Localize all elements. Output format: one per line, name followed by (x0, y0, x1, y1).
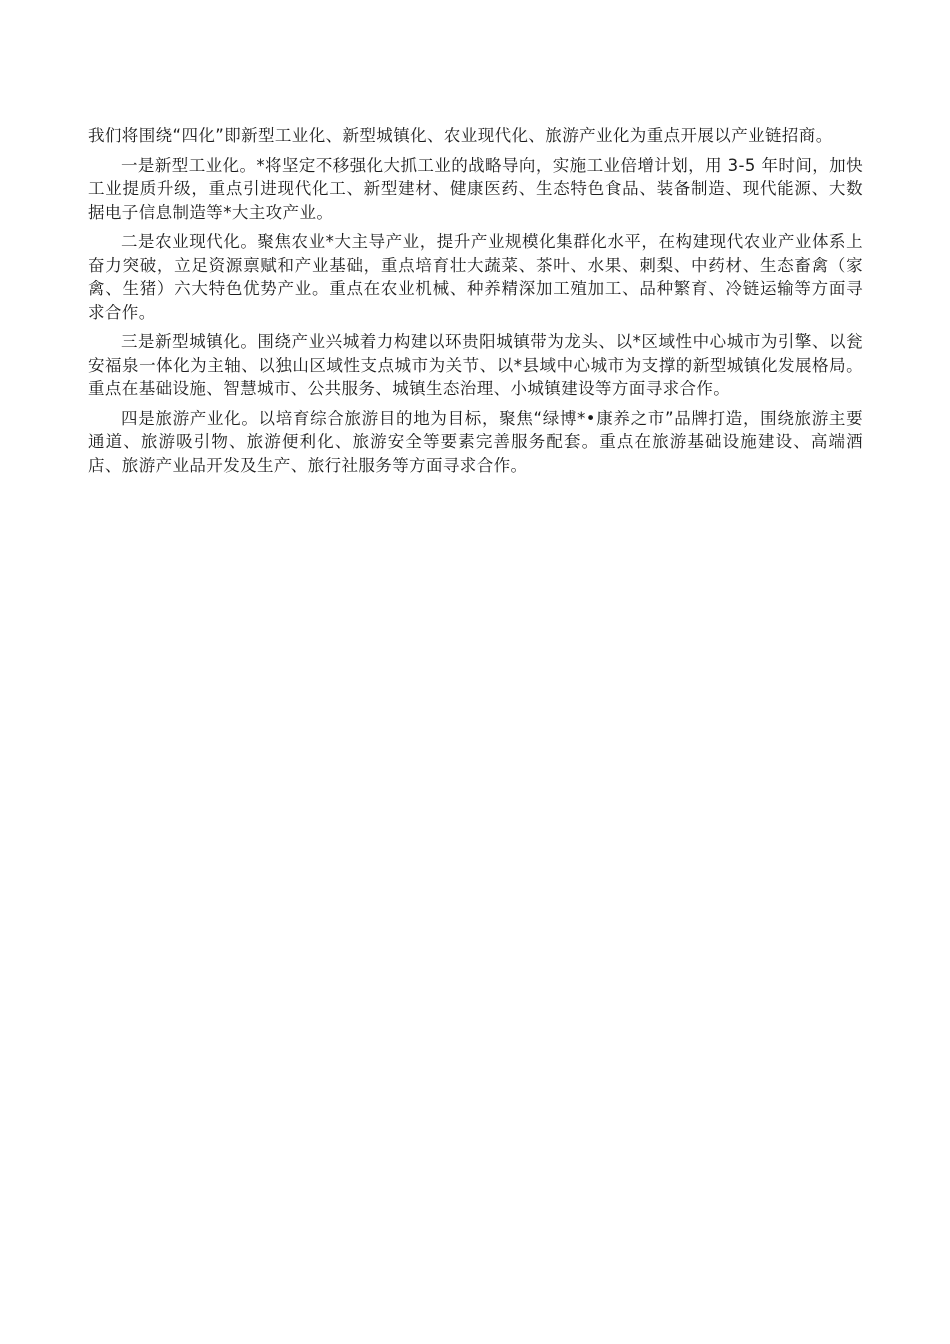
paragraph-tourism-industrialization: 四是旅游产业化。以培育综合旅游目的地为目标，聚焦“绿博*•康养之市”品牌打造，围绕旅游主要通道、旅游吸引物、旅游便利化、旅游安全等要素完善服务配套。重点在旅游基础设施建设、高端酒店、旅游产业品开发及生产、旅行社服务等方面寻求合作。 (88, 408, 863, 475)
paragraph-agricultural-modernization: 二是农业现代化。聚焦农业*大主导产业，提升产业规模化集群化水平，在构建现代农业产业体系上奋力突破，立足资源禀赋和产业基础，重点培育壮大蔬菜、茶叶、水果、刺梨、中药材、生态畜禽（家禽、生猪）六大特色优势产业。重点在农业机械、种养精深加工殖加工、品种繁育、冷链运输等方面寻求合作。 (88, 232, 863, 322)
paragraph-new-urbanization: 三是新型城镇化。围绕产业兴城着力构建以环贵阳城镇带为龙头、以*区域性中心城市为引擎、以瓮安福泉一体化为主轴、以独山区域性支点城市为关节、以*县域中心城市为支撑的新型城镇化发展格局。重点在基础设施、智慧城市、公共服务、城镇生态治理、小城镇建设等方面寻求合作。 (88, 332, 863, 398)
document-body (88, 124, 863, 483)
paragraph-intro: 我们将围绕“四化”即新型工业化、新型城镇化、农业现代化、旅游产业化为重点开展以产业链招商。 (88, 126, 833, 145)
paragraph-new-industrialization: 一是新型工业化。*将坚定不移强化大抓工业的战略导向，实施工业倍增计划，用 3-5 年时间，加快工业提质升级，重点引进现代化工、新型建材、健康医药、生态特色食品、装备制造、现代能源、大数据电子信息制造等*大主攻产业。 (88, 155, 863, 222)
